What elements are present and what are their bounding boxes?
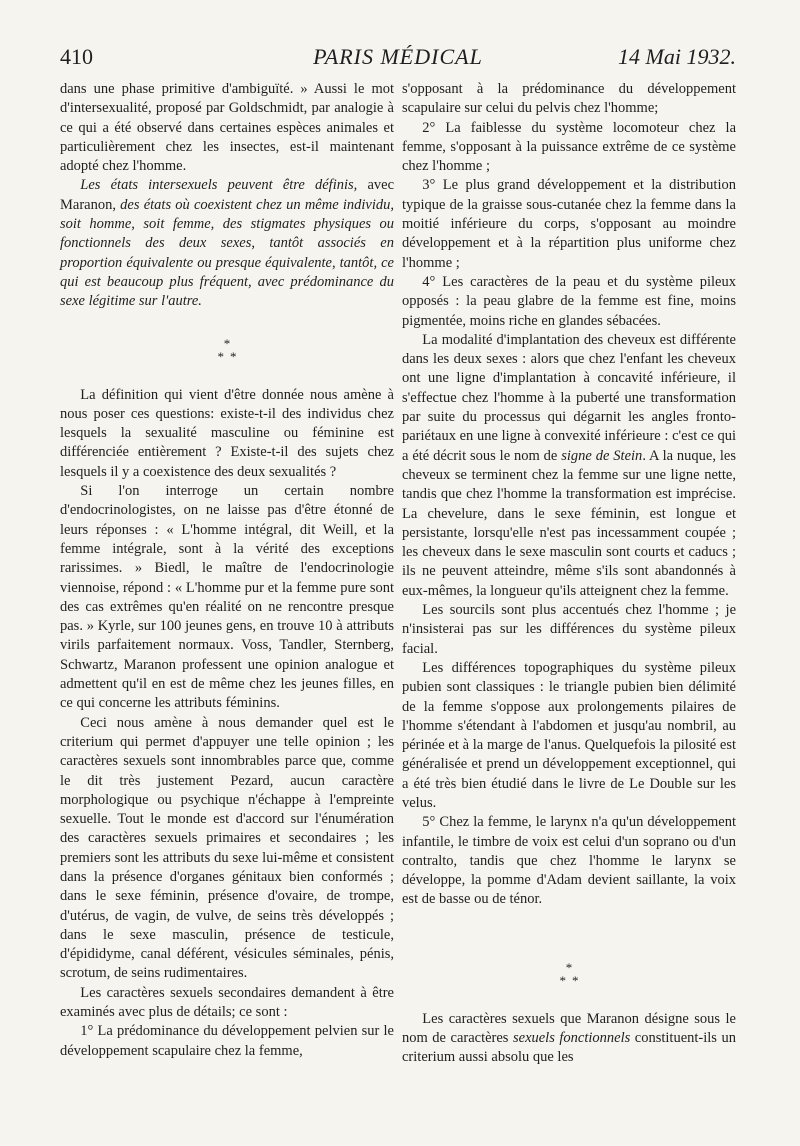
page-number: 410 bbox=[60, 44, 93, 69]
paragraph: 4° Les caractères de la peau et du système pileux opposés : la peau glabre de la femme est fine, moins pigmentée, moins riche en glandes sébacées. bbox=[402, 273, 736, 329]
definition-author: avec Maranon, bbox=[60, 177, 395, 213]
emphasis: sexuels fonctionnels bbox=[512, 1030, 631, 1047]
paragraph: 3° Le plus grand développement et la distribution typique de la graisse sous-cutanée chez la femme dans la moitié inférieure du corps, s'opposant au moindre développement et à la répartition plus uniforme chez l'homme ; bbox=[402, 177, 736, 271]
paragraph: Si l'on interroge un certain nombre d'endocrinologistes, on ne laisse pas d'être étonné de leurs réponses : « L'homme intégral, dit Weill, et la femme intégrale, sont à la vérité des exceptions rarissimes. » Biedl, le maître de l'endocrinologie viennoise, répond : « L'homme pur et la femme pure sont des cas extrêmes qu'en réalité on ne rencontre presque pas. » Kyrle, sur 100 jeunes gens, en trouve 10 à attributs virils parfaitement normaux. Voss, Tandler, Sternberg, Schwartz, Maranon professent une opinion analogue et admettent qu'il en est de même chez les jeunes filles, en ce qui concerne les attributs féminins. bbox=[60, 483, 394, 712]
definition-lead: Les états intersexuels peuvent être définis, bbox=[80, 177, 358, 194]
asterism-top: * bbox=[223, 335, 231, 351]
text-run: Les caractères sexuels que Maranon désigne sous le nom de caractères bbox=[402, 1010, 736, 1047]
asterism-top: * bbox=[565, 959, 573, 975]
definition-paragraph bbox=[60, 176, 394, 311]
paragraph: 1° La prédominance du développement pelvien sur le développement scapulaire chez la femme, bbox=[60, 1023, 394, 1059]
left-column bbox=[60, 80, 394, 1061]
paragraph: 5° Chez la femme, le larynx n'a qu'un développement infantile, le timbre de voix est celui d'un soprano ou d'un contralto, tandis que chez l'homme le larynx se développe, la pomme d'Adam devient saillante, la voix est de basse ou de ténor. bbox=[402, 814, 736, 908]
paragraph: Ceci nous amène à nous demander quel est le criterium qui permet d'appuyer une telle opinion ; les caractères sexuels sont innombrables parce que, comme le dit très justement Pezard, aucun caractère morphologique ou psychique n'échappe à l'empreinte sexuelle. Tout le monde est d'accord sur l'énumération des caractères sexuels primaires et secondaires ; les premiers sont les attributs du sexe lui-même et consistent dans la présence d'organes génitaux bien conformés ; dans le sexe féminin, présence d'ovaire, de trompe, d'utérus, de vagin, de vulve, de seins très développés ; dans le sexe masculin, présence de testicule, d'épididyme, canal déférent, vésicules séminales, pénis, scrotum, de seins rudimentaires. bbox=[60, 714, 394, 982]
paragraph: dans une phase primitive d'ambiguïté. » Aussi le mot d'intersexualité, proposé par Goldschmidt, par analogie à ce qui a été observé dans certaines espèces animales et particulièrement chez les insectes, est-il maintenant adopté chez l'homme. bbox=[60, 81, 394, 175]
section-separator bbox=[402, 954, 736, 994]
page-header bbox=[60, 44, 736, 76]
definition-body: des états où coexistent chez un même individu, soit homme, soit femme, des stigmates physiques ou fonctionnels des deux sexes, tantôt associés en proportion équivalente ou presque équivalente, tantôt, ce qui est beaucoup plus fréquent, avec prédominance du sexe légitime sur l'autre. bbox=[60, 196, 394, 310]
section-separator bbox=[60, 330, 394, 370]
paragraph: Les différences topographiques du système pileux pubien sont classiques : le triangle pubien bien délimité de la femme s'oppose aux prolongements pilaires de l'homme s'étendant à l'abdomen et jusqu'au nombril, au périnée et à la marge de l'anus. Quelquefois la pilosité est généralisée et prend un développement exceptionnel, qui a été très bien étudié dans le livre de Le Double sur les velus. bbox=[402, 659, 736, 811]
paragraph: 2° La faiblesse du système locomoteur chez la femme, s'opposant à la puissance extrême de ce système chez l'homme ; bbox=[402, 119, 736, 175]
text-run: . A la nuque, les cheveux se terminent chez la femme sur une ligne nette, tandis que chez l'homme la transformation est imprécise. La chevelure, dans le sexe féminin, est longue et persistante, lorsqu'elle n'est pas incessamment coupée ; les cheveux dans le sexe masculin sont courts et caducs ; ils ne peuvent atteindre, même s'ils sont abandonnés à eux-mêmes, la longueur qu'ils atteignent chez la femme. bbox=[402, 447, 736, 599]
text-run: constituent-ils un criterium aussi absolu que les bbox=[402, 1030, 736, 1066]
paragraph bbox=[402, 331, 736, 601]
paragraph: s'opposant à la prédominance du développement scapulaire sur celui du pelvis chez l'homme; bbox=[402, 81, 736, 117]
asterism-bottom: ** bbox=[217, 348, 243, 364]
paragraph: Les caractères sexuels secondaires demandent à être examinés avec plus de détails; ce sont : bbox=[60, 984, 394, 1021]
paragraph bbox=[402, 1010, 736, 1068]
emphasis: signe de Stein bbox=[561, 447, 643, 464]
issue-date: 14 Mai 1932. bbox=[618, 44, 736, 69]
paragraph: Les sourcils sont plus accentués chez l'homme ; je n'insisterai pas sur les différences du système pileux facial. bbox=[402, 602, 736, 657]
journal-title: PARIS MÉDICAL bbox=[313, 44, 483, 69]
asterism-bottom: ** bbox=[559, 972, 585, 988]
text-run: La modalité d'implantation des cheveux est différente dans les deux sexes : alors que chez l'enfant les cheveux ont une ligne d'implantation à concavité inférieure, il s'effectue chez l'homme à la puberté une transformation par suite du processus qui dégarnit les angles fronto-pariétaux en une ligne à convexité inférieure : c'est ce qui a été décrit sous le nom de bbox=[402, 331, 736, 464]
paragraph: La définition qui vient d'être donnée nous amène à nous poser ces questions: existe-t-il des individus chez lesquels la sexualité masculine ou féminine est différenciée entièrement ? Existe-t-il des sujets chez lesquels il y a coexistence des deux sexualités ? bbox=[60, 386, 394, 480]
right-column bbox=[402, 80, 736, 1068]
